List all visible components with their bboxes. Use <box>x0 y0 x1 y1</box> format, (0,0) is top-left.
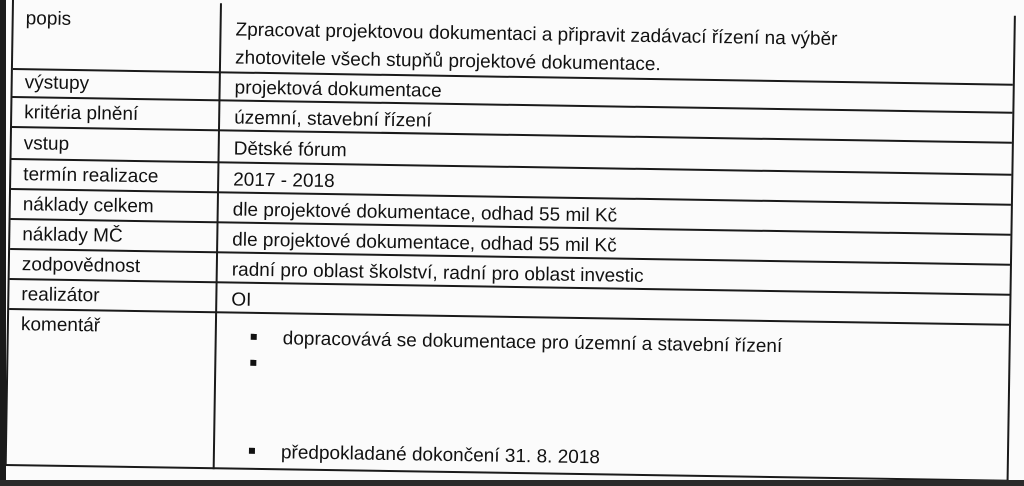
row-value: projektová dokumentace <box>234 77 442 102</box>
row-value-line-2: zhotovitele všech stupňů projektové dokumentace. <box>234 47 661 76</box>
row-value: 2017 - 2018 <box>233 169 335 193</box>
row-value: Dětské fórum <box>233 138 347 162</box>
comment-bullet <box>250 354 282 376</box>
row-label: popis <box>25 8 72 30</box>
bullet-text: dopracovává se dokumentace pro územní a stavební řízení <box>282 328 783 358</box>
bullet-square-icon <box>251 334 257 340</box>
row-label: komentář <box>20 314 101 337</box>
comment-cell <box>213 313 1009 481</box>
row-label: náklady MČ <box>22 224 123 247</box>
row-value: OI <box>231 289 252 311</box>
row-label: náklady celkem <box>22 194 154 218</box>
scan-bottom-edge <box>0 480 1024 486</box>
row-value-line-1: Zpracovat projektovou dokumentaci a připravit zadávací řízení na výběr <box>235 19 838 50</box>
row-label: výstupy <box>24 72 90 95</box>
row-label: realizátor <box>21 284 100 307</box>
bullet-square-icon <box>250 360 256 366</box>
bullet-square-icon <box>249 448 255 454</box>
row-komentar <box>7 310 1009 482</box>
comment-bullet <box>249 442 600 470</box>
row-label: kritéria plnění <box>24 102 139 125</box>
row-value: radní pro oblast školství, radní pro oblast investic <box>231 259 644 287</box>
row-label: zodpovědnost <box>21 254 141 278</box>
row-label: termín realizace <box>23 164 159 188</box>
bullet-text: předpokladané dokončení 31. 8. 2018 <box>280 442 601 469</box>
row-value: dle projektové dokumentace, odhad 55 mil Kč <box>232 199 618 227</box>
row-value: územní, stavební řízení <box>234 107 432 132</box>
row-label: vstup <box>23 133 70 155</box>
project-card-table <box>5 0 1016 482</box>
row-value: dle projektové dokumentace, odhad 55 mil Kč <box>232 229 617 257</box>
comment-bullet <box>251 328 783 358</box>
